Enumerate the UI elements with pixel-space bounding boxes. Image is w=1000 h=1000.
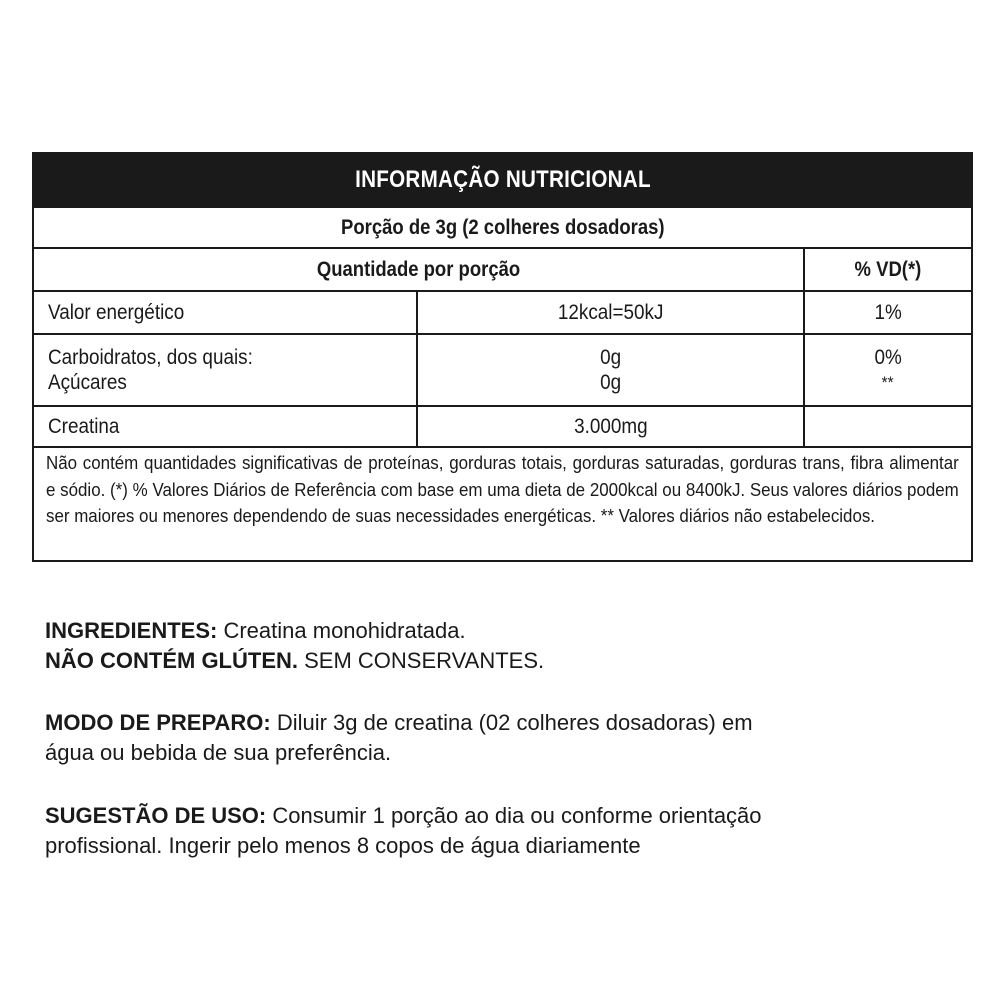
quantity-header: Quantidade por porção xyxy=(34,249,805,290)
preparation-section xyxy=(45,708,945,768)
nutrition-table xyxy=(32,152,973,562)
usage-section xyxy=(45,801,945,861)
ingredients-label: INGREDIENTES: xyxy=(45,618,218,643)
table-title-text: INFORMAÇÃO NUTRICIONAL xyxy=(354,166,651,193)
usage-text-2: profissional. Ingerir pelo menos 8 copos de água diariamente xyxy=(45,833,641,858)
nutrient-amount: 3.000mg xyxy=(418,407,805,446)
gluten-text: SEM CONSERVANTES. xyxy=(298,648,545,673)
preparation-text: Diluir 3g de creatina (02 colheres dosadoras) em xyxy=(270,710,753,735)
table-row-creatine xyxy=(34,407,971,448)
usage-text: Consumir 1 porção ao dia ou conforme orientação xyxy=(266,803,762,828)
nutrient-name: Carboidratos, dos quais: Açúcares xyxy=(34,335,418,405)
portion-row xyxy=(34,208,971,249)
table-title xyxy=(34,154,971,208)
nutrient-name: Creatina xyxy=(34,407,418,446)
nutrient-name: Valor energético xyxy=(34,292,418,333)
portion-text: Porção de 3g (2 colheres dosadoras) xyxy=(340,215,665,239)
usage-label: SUGESTÃO DE USO: xyxy=(45,803,267,828)
column-header-row xyxy=(34,249,971,292)
nutrient-vd: 0% ** xyxy=(874,346,902,392)
gluten-label: NÃO CONTÉM GLÚTEN. xyxy=(45,648,298,673)
preparation-text-2: água ou bebida de sua preferência. xyxy=(45,740,392,765)
nutrient-amount: 12kcal=50kJ xyxy=(418,292,805,333)
table-footnote: Não contém quantidades significativas de proteínas, gorduras totais, gorduras saturadas, gorduras trans, fibra alimentar e sódio. (*) % Valores Diários de Referência com base em uma dieta de 2000kcal ou 8400kJ. Seus valores diários podem ser maiores ou menores dependendo de suas necessidades energéticas. ** Valores diários não estabelecidos. xyxy=(46,453,959,526)
ingredients-text: Creatina monohidratada. xyxy=(217,618,466,643)
nutrient-amount: 0g 0g xyxy=(418,335,805,405)
nutrient-vd xyxy=(805,407,971,446)
nutrient-vd: 1% xyxy=(874,300,902,324)
table-row-energy xyxy=(34,292,971,335)
vd-header: % VD(*) xyxy=(854,257,922,281)
ingredients-section xyxy=(45,616,945,676)
preparation-label: MODO DE PREPARO: xyxy=(45,710,271,735)
table-row-carbs xyxy=(34,335,971,407)
